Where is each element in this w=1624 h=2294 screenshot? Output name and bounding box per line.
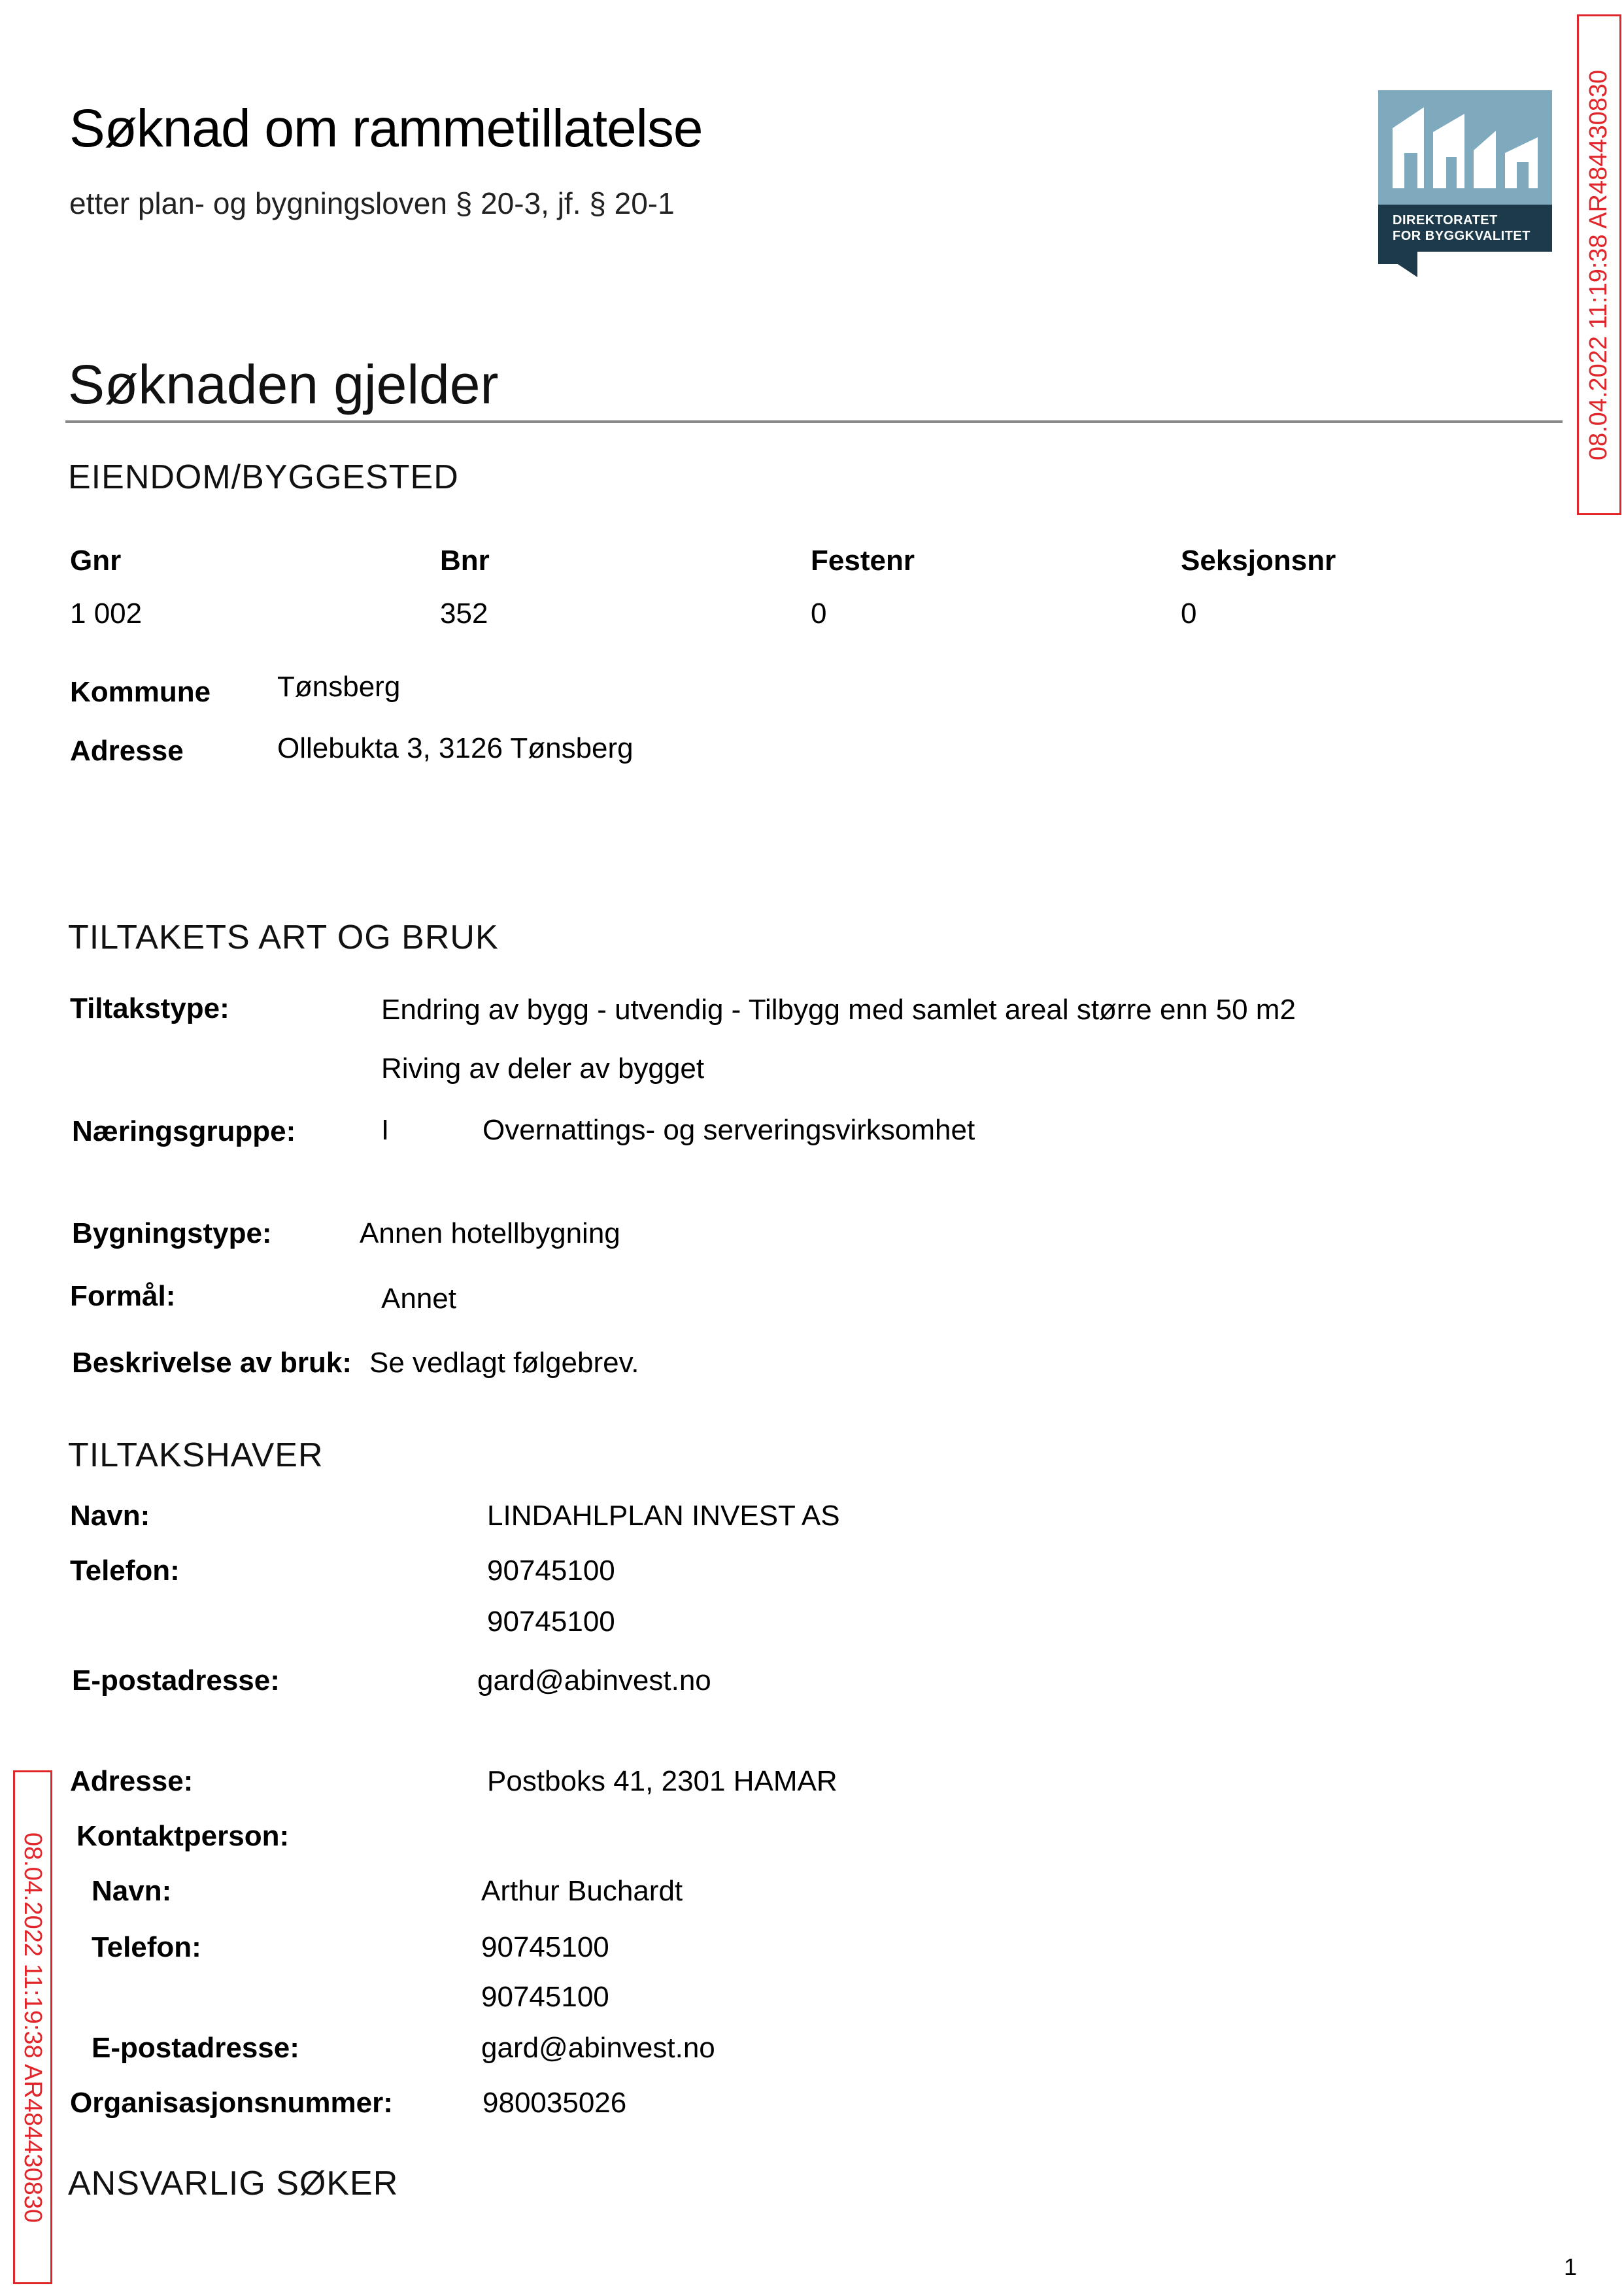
telefon-value-2: 90745100 bbox=[487, 1606, 615, 1638]
naeringsgruppe-code: I bbox=[381, 1114, 390, 1146]
naeringsgruppe-value: Overnattings- og serveringsvirksomhet bbox=[482, 1114, 975, 1146]
section-divider bbox=[65, 420, 1563, 423]
adresse-value: Ollebukta 3, 3126 Tønsberg bbox=[277, 732, 634, 764]
bnr-label: Bnr bbox=[440, 545, 490, 577]
adresse-label: Adresse bbox=[70, 735, 184, 767]
navn-label: Navn: bbox=[70, 1500, 150, 1532]
received-stamp-text: 08.04.2022 11:19:38 AR484430830 bbox=[1585, 69, 1613, 460]
kommune-label: Kommune bbox=[70, 676, 211, 708]
beskrivelse-value: Se vedlagt følgebrev. bbox=[369, 1347, 639, 1379]
section-title: Søknaden gjelder bbox=[68, 354, 499, 415]
th-adresse-value: Postboks 41, 2301 HAMAR bbox=[487, 1765, 837, 1797]
kontakt-telefon-label: Telefon: bbox=[92, 1931, 201, 1963]
bygningstype-label: Bygningstype: bbox=[72, 1217, 272, 1249]
logo-line2: FOR BYGGKVALITET bbox=[1393, 229, 1531, 243]
kommune-value: Tønsberg bbox=[277, 671, 401, 703]
formaal-label: Formål: bbox=[70, 1280, 176, 1312]
bygningstype-value: Annen hotellbygning bbox=[360, 1217, 620, 1249]
received-stamp-bottom bbox=[13, 1770, 52, 2284]
document-subtitle: etter plan- og bygningsloven § 20-3, jf. § 20-1 bbox=[69, 186, 675, 220]
logo-line1: DIREKTORATET bbox=[1393, 213, 1498, 228]
seksjonsnr-value: 0 bbox=[1181, 598, 1197, 630]
tiltakstype-label: Tiltakstype: bbox=[70, 992, 229, 1024]
kontakt-telefon-value-2: 90745100 bbox=[481, 1981, 609, 2013]
gnr-label: Gnr bbox=[70, 545, 122, 577]
epost-label: E-postadresse: bbox=[72, 1664, 280, 1696]
bnr-value: 352 bbox=[440, 598, 488, 630]
heading-tiltak: TILTAKETS ART OG BRUK bbox=[68, 919, 499, 956]
tiltakstype-value-2: Riving av deler av bygget bbox=[381, 1053, 705, 1085]
festenr-value: 0 bbox=[811, 598, 827, 630]
document-title: Søknad om rammetillatelse bbox=[69, 99, 703, 158]
heading-ansvarlig-soker: ANSVARLIG SØKER bbox=[68, 2165, 399, 2202]
dibk-logo-icon bbox=[1378, 90, 1552, 277]
seksjonsnr-label: Seksjonsnr bbox=[1181, 545, 1336, 577]
orgnr-label: Organisasjonsnummer: bbox=[70, 2087, 393, 2119]
kontakt-epost-value: gard@abinvest.no bbox=[481, 2032, 715, 2064]
received-stamp-text: 08.04.2022 11:19:38 AR484430830 bbox=[19, 1832, 47, 2223]
tiltakstype-value-1: Endring av bygg - utvendig - Tilbygg med samlet areal større enn 50 m2 bbox=[381, 994, 1296, 1026]
formaal-value: Annet bbox=[381, 1283, 456, 1315]
kontakt-telefon-value-1: 90745100 bbox=[481, 1931, 609, 1963]
beskrivelse-label: Beskrivelse av bruk: bbox=[72, 1347, 352, 1379]
heading-eiendom: EIENDOM/BYGGESTED bbox=[68, 458, 459, 496]
received-stamp-top bbox=[1577, 14, 1621, 515]
naeringsgruppe-label: Næringsgruppe: bbox=[72, 1115, 296, 1147]
kontaktperson-label: Kontaktperson: bbox=[76, 1820, 290, 1852]
telefon-value-1: 90745100 bbox=[487, 1555, 615, 1587]
kontakt-epost-label: E-postadresse: bbox=[92, 2032, 299, 2064]
kontakt-navn-label: Navn: bbox=[92, 1875, 172, 1907]
epost-value: gard@abinvest.no bbox=[477, 1664, 711, 1696]
th-adresse-label: Adresse: bbox=[70, 1765, 194, 1797]
navn-value: LINDAHLPLAN INVEST AS bbox=[487, 1500, 840, 1532]
festenr-label: Festenr bbox=[811, 545, 915, 577]
gnr-value: 1 002 bbox=[70, 598, 143, 630]
dibk-logo bbox=[1378, 90, 1552, 277]
page-number: 1 bbox=[1563, 2253, 1577, 2280]
orgnr-value: 980035026 bbox=[482, 2087, 627, 2119]
telefon-label: Telefon: bbox=[70, 1555, 180, 1587]
heading-tiltakshaver: TILTAKSHAVER bbox=[68, 1436, 324, 1474]
kontakt-navn-value: Arthur Buchardt bbox=[481, 1875, 683, 1907]
